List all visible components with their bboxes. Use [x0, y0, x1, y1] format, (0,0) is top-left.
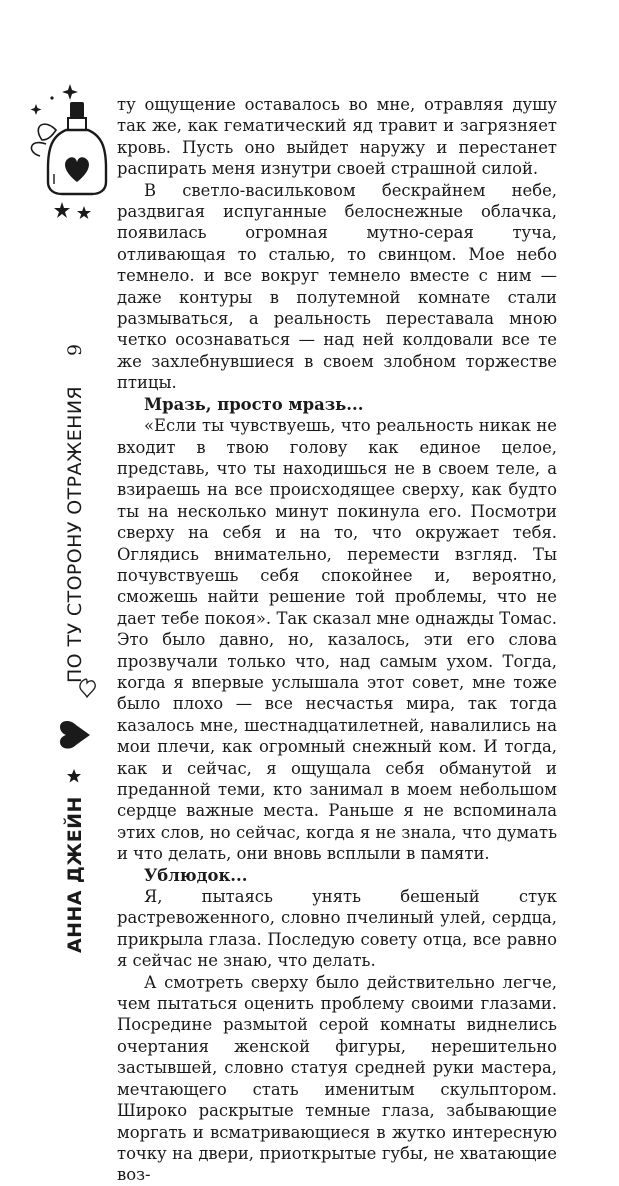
- paragraph: В светло-васильковом бескрайнем небе, раздвигая испуганные белоснежные облачка, появилась огромная мутно-серая туча, отливающая то сталью, то свинцом. Мое небо темнело. и все вокруг темнело вместе с ним — даже контуры в полутемной комнате стали размываться, а реальность переставала мною четко осознаваться — над ней колдовали все те же захлебнувшиеся в своем злобном торжестве птицы.: [117, 180, 557, 393]
- paragraph: ту ощущение оставалось во мне, отравляя душу так же, как гематический яд травит и загрязняет кровь. Пусть оно выйдет наружу и перестанет распирать меня изнутри своей страшной силой.: [117, 95, 557, 179]
- emphasis-line: Мразь, просто мразь...: [144, 394, 364, 414]
- paragraph: «Если ты чувствуешь, что реальность никак не входит в твою голову как единое целое, представь, что ты находишься не в своем теле, а взираешь на все происходящее сверху, как будто ты на несколько минут покинула его. Посмотри сверху на себя и на то, что окружает тебя. Оглядись внимательно, перемести взгляд. Ты почувствуешь себя спокойнее и, вероятно, сможешь найти решение той проблемы, что не дает тебе покоя». Так сказал мне однажды Томас. Это было давно, но, казалось, эти его слова прозвучали только что, над самым ухом. Тогда, когда я впервые услышала этот совет, мне тоже было плохо — все несчастья мира, так тогда казалось мне, шестнадцатилетней, навалились на мои плечи, как огромный снежный ком. И тогда, как и сейчас, я ощущала себя обманутой и преданной теми, кто занимал в моем небольшом сердце важные места. Раньше я не вспоминала этих слов, но сейчас, когда я не знала, что думать и что делать, они вновь всплыли в памяти.: [117, 416, 557, 864]
- running-head-sidebar: 9 ПО ТУ СТОРОНУ ОТРАЖЕНИЯ АННА ДЖЕЙН: [52, 335, 98, 935]
- heart-icon: [52, 673, 98, 788]
- page-number: 9: [64, 343, 86, 357]
- paragraph: Я, пытаясь унять бешеный стук растревоженного, словно пчелиный улей, сердца, прикрыла глаза. Последую совету отца, все равно я сейчас не знаю, что делать.: [117, 887, 557, 971]
- paragraph: А смотреть сверху было действительно легче, чем пытаться оценить проблему своими глазами. Посредине размытой серой комнаты виднелись очертания женской фигуры, нерешительно застывшей, словно статуя средней руки мастера, мечтающего стать именитым скульптором. Широко раскрытые темные глаза, забывающие моргать и всматривающиеся в жутко интересную точку на двери, приоткрытые губы, не хватающие воз-: [117, 972, 557, 1185]
- heart-bottle-icon: [22, 78, 112, 228]
- body-text: [117, 94, 557, 1186]
- emphasis-line: Ублюдок...: [144, 865, 248, 885]
